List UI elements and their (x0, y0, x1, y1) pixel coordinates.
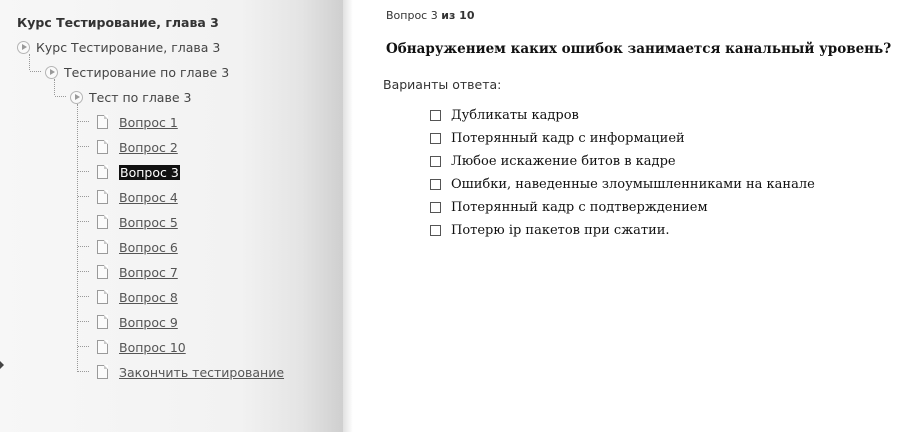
expand-node-icon[interactable] (17, 41, 30, 54)
question-link-7[interactable]: Вопрос 7 (119, 264, 178, 280)
tree-connector (78, 146, 89, 148)
question-link-2[interactable]: Вопрос 2 (119, 139, 178, 155)
answer-label[interactable]: Потерянный кадр с информацией (451, 130, 685, 146)
answer-label[interactable]: Потерю ip пакетов при сжатии. (451, 222, 670, 238)
answer-label[interactable]: Дубликаты кадров (451, 107, 579, 123)
question-link-5[interactable]: Вопрос 5 (119, 214, 178, 230)
tree-item-test-label[interactable]: Тест по главе 3 (89, 89, 192, 105)
page-icon (97, 240, 108, 254)
tree-connector (78, 321, 89, 323)
question-item[interactable] (78, 212, 178, 232)
question-link-10[interactable]: Вопрос 10 (119, 339, 186, 355)
tree-connector (30, 71, 41, 73)
answer-checkbox[interactable] (430, 110, 441, 121)
tree-connector (78, 196, 89, 198)
page-icon (97, 140, 108, 154)
question-item[interactable] (78, 237, 178, 257)
answer-checkbox[interactable] (430, 179, 441, 190)
progress-total: из 10 (441, 9, 475, 22)
page-icon (97, 315, 108, 329)
finish-test-link[interactable]: Закончить тестирование (119, 364, 285, 380)
page-icon (97, 340, 108, 354)
question-link-3-current[interactable]: Вопрос 3 (120, 164, 179, 180)
answer-option[interactable] (430, 220, 670, 240)
answer-checkbox[interactable] (430, 225, 441, 236)
question-link-8[interactable]: Вопрос 8 (119, 289, 178, 305)
expand-node-icon[interactable] (45, 66, 58, 79)
question-progress (386, 9, 474, 22)
tree-connector (78, 371, 89, 373)
tree-connector (78, 346, 89, 348)
question-item[interactable] (78, 187, 178, 207)
answer-checkbox[interactable] (430, 156, 441, 167)
page-icon (97, 115, 108, 129)
tree-item-test[interactable] (55, 87, 191, 107)
expand-node-icon[interactable] (70, 91, 83, 104)
answer-option[interactable] (430, 105, 579, 125)
question-text: Обнаружением каких ошибок занимается канальный уровень? (386, 41, 892, 57)
course-title: Курс Тестирование, глава 3 (17, 15, 219, 30)
question-link-4[interactable]: Вопрос 4 (119, 189, 178, 205)
question-item[interactable] (78, 262, 178, 282)
page-icon (97, 365, 108, 379)
tree-connector (78, 296, 89, 298)
answer-label[interactable]: Потерянный кадр с подтверждением (451, 199, 708, 215)
tree-connector (55, 96, 66, 98)
answer-checkbox[interactable] (430, 133, 441, 144)
tree-item-chapter[interactable] (30, 62, 229, 82)
tree-connector (78, 171, 89, 173)
answer-option[interactable] (430, 151, 676, 171)
tree-item-chapter-label[interactable]: Тестирование по главе 3 (64, 64, 230, 80)
question-link-6[interactable]: Вопрос 6 (119, 239, 178, 255)
tree-item-course[interactable] (17, 37, 220, 57)
tree-connector (78, 121, 89, 123)
question-link-1[interactable]: Вопрос 1 (119, 114, 178, 130)
question-link-9[interactable]: Вопрос 9 (119, 314, 178, 330)
tree-item-course-label[interactable]: Курс Тестирование, глава 3 (36, 39, 221, 55)
question-item[interactable] (78, 312, 178, 332)
finish-item[interactable] (78, 362, 284, 382)
answer-option[interactable] (430, 128, 685, 148)
tree-connector (78, 271, 89, 273)
sidebar (0, 0, 343, 432)
progress-current: Вопрос 3 (386, 9, 438, 22)
tree-connector (78, 246, 89, 248)
answer-label[interactable]: Любое искажение битов в кадре (451, 153, 676, 169)
page-icon (97, 215, 108, 229)
answer-option[interactable] (430, 174, 815, 194)
answer-label[interactable]: Ошибки, наведенные злоумышленниками на канале (451, 176, 815, 192)
answer-checkbox[interactable] (430, 202, 441, 213)
question-item[interactable] (78, 162, 180, 182)
page-icon (97, 165, 108, 179)
answer-option[interactable] (430, 197, 708, 217)
page-icon (97, 290, 108, 304)
page-icon (97, 190, 108, 204)
collapse-arrow-icon[interactable] (0, 361, 4, 369)
question-item[interactable] (78, 112, 178, 132)
page-icon (97, 265, 108, 279)
question-item[interactable] (78, 287, 178, 307)
question-item[interactable] (78, 137, 178, 157)
answers-label: Варианты ответа: (383, 77, 502, 92)
tree-connector (78, 221, 89, 223)
question-item[interactable] (78, 337, 186, 357)
